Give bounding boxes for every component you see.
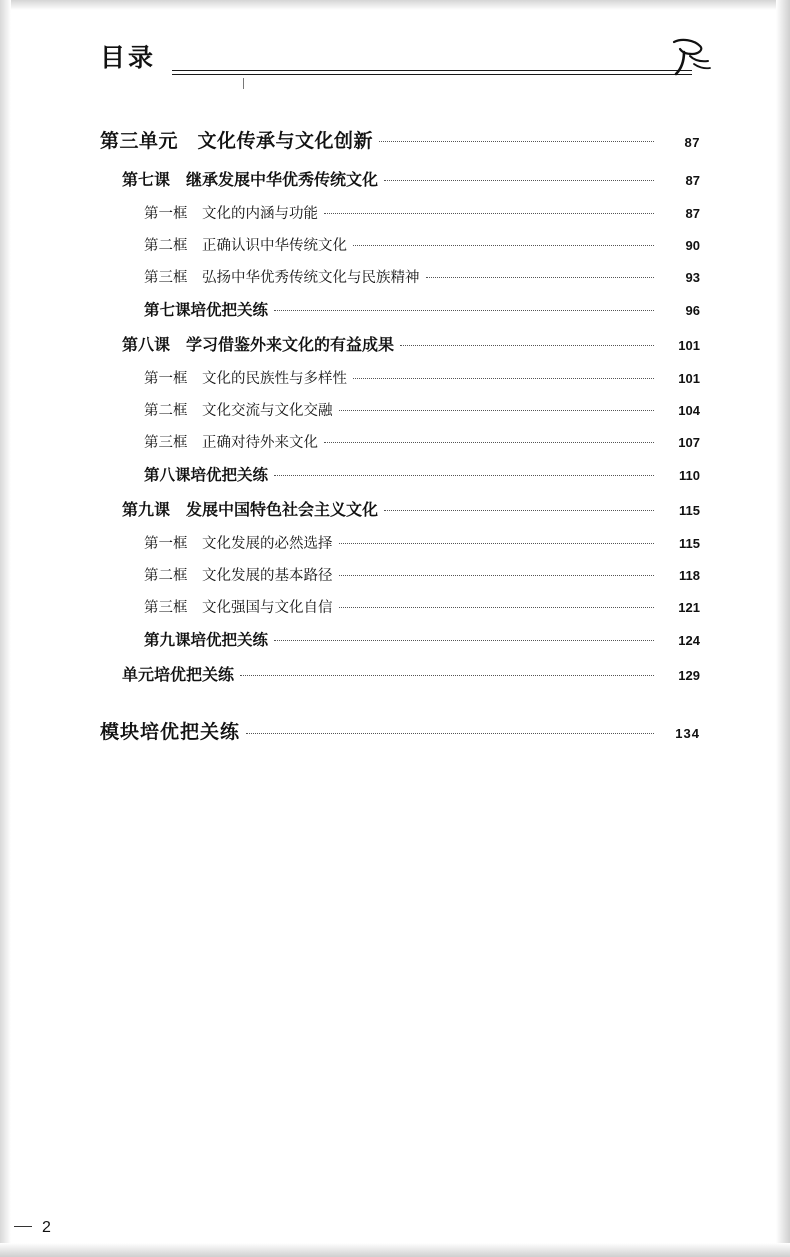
leader-dots <box>274 475 654 476</box>
toc-entry-label: 第八课 学习借鉴外来文化的有益成果 <box>122 335 395 354</box>
toc-entry-drill[interactable] <box>144 628 700 650</box>
toc-entry-drill[interactable] <box>144 463 700 485</box>
toc-entry-frame[interactable] <box>144 399 700 420</box>
brush-flourish-icon <box>660 36 720 80</box>
toc-entry-label: 第三框 正确对待外来文化 <box>144 435 318 451</box>
page-edge-left <box>0 0 11 1257</box>
toc-entry-page: 93 <box>685 270 700 285</box>
page-edge-right <box>776 0 790 1257</box>
leader-dots <box>324 442 654 443</box>
toc-entry-unit[interactable] <box>100 126 700 153</box>
toc-entry-page: 90 <box>685 238 700 253</box>
toc-entry-page: 124 <box>678 633 700 648</box>
toc-entry-lesson[interactable] <box>122 167 700 190</box>
toc-entry-label: 模块培优把关练 <box>100 721 241 743</box>
toc-entry-page: 101 <box>678 371 700 386</box>
toc-entry-label: 第三单元 文化传承与文化创新 <box>100 130 374 152</box>
toc-entry-frame[interactable] <box>144 367 700 388</box>
footer-rule <box>14 1226 32 1227</box>
toc-entry-label: 第二框 文化发展的基本路径 <box>144 568 333 584</box>
toc-entry-label: 第八课培优把关练 <box>144 466 269 484</box>
leader-dots <box>274 640 654 641</box>
leader-dots <box>400 345 654 346</box>
toc-entry-page: 107 <box>678 435 700 450</box>
toc-entry-label: 第一框 文化的民族性与多样性 <box>144 371 347 387</box>
toc-entry-drill[interactable] <box>144 298 700 320</box>
toc-entry-frame[interactable] <box>144 596 700 617</box>
page-title: 目录 <box>100 43 157 72</box>
toc-entry-page: 115 <box>679 503 700 518</box>
toc-entry-label: 第七课 继承发展中华优秀传统文化 <box>122 170 379 189</box>
toc-entry-page: 118 <box>679 568 700 583</box>
toc-entry-lesson[interactable] <box>122 497 700 520</box>
toc-entry-unit-drill[interactable] <box>122 662 700 685</box>
toc-entry-label: 第二框 正确认识中华传统文化 <box>144 238 347 254</box>
toc-entry-frame[interactable] <box>144 532 700 553</box>
leader-dots <box>353 378 654 379</box>
table-of-contents <box>100 126 700 744</box>
toc-entry-label: 第三框 文化强国与文化自信 <box>144 600 333 616</box>
toc-entry-label: 第九课 发展中国特色社会主义文化 <box>122 500 379 519</box>
toc-entry-page: 87 <box>685 206 700 221</box>
leader-dots <box>240 675 654 676</box>
toc-entry-page: 87 <box>685 173 700 188</box>
toc-entry-label: 第三框 弘扬中华优秀传统文化与民族精神 <box>144 270 420 286</box>
toc-entry-frame[interactable] <box>144 202 700 223</box>
leader-dots <box>384 510 654 511</box>
leader-dots <box>324 213 654 214</box>
header-divider-secondary <box>172 74 692 75</box>
registration-tick <box>243 78 244 89</box>
leader-dots <box>426 277 655 278</box>
leader-dots <box>353 245 654 246</box>
toc-entry-page: 101 <box>678 338 700 353</box>
toc-entry-page: 104 <box>678 403 700 418</box>
toc-entry-page: 87 <box>684 135 700 150</box>
leader-dots <box>384 180 654 181</box>
leader-dots <box>379 141 654 142</box>
toc-entry-label: 第一框 文化发展的必然选择 <box>144 536 333 552</box>
toc-entry-label: 第七课培优把关练 <box>144 301 269 319</box>
toc-entry-label: 第二框 文化交流与文化交融 <box>144 403 333 419</box>
toc-entry-module-drill[interactable] <box>100 717 700 744</box>
page-number: 2 <box>42 1219 51 1236</box>
toc-entry-label: 第一框 文化的内涵与功能 <box>144 206 318 222</box>
toc-entry-frame[interactable] <box>144 234 700 255</box>
toc-entry-page: 134 <box>675 726 700 741</box>
toc-entry-frame[interactable] <box>144 564 700 585</box>
page-header <box>100 36 700 84</box>
toc-entry-frame[interactable] <box>144 266 700 287</box>
toc-entry-lesson[interactable] <box>122 332 700 355</box>
page-edge-top <box>0 0 790 10</box>
page-edge-bottom <box>0 1243 790 1257</box>
toc-entry-page: 115 <box>679 536 700 551</box>
toc-entry-page: 129 <box>678 668 700 683</box>
header-divider <box>172 70 692 71</box>
toc-entry-page: 96 <box>685 303 700 318</box>
toc-entry-frame[interactable] <box>144 431 700 452</box>
leader-dots <box>246 733 654 734</box>
leader-dots <box>274 310 654 311</box>
toc-entry-label: 单元培优把关练 <box>122 665 235 684</box>
toc-entry-label: 第九课培优把关练 <box>144 631 269 649</box>
leader-dots <box>339 410 655 411</box>
toc-entry-page: 110 <box>679 468 700 483</box>
leader-dots <box>339 607 655 608</box>
leader-dots <box>339 575 655 576</box>
leader-dots <box>339 543 655 544</box>
toc-entry-page: 121 <box>678 600 700 615</box>
